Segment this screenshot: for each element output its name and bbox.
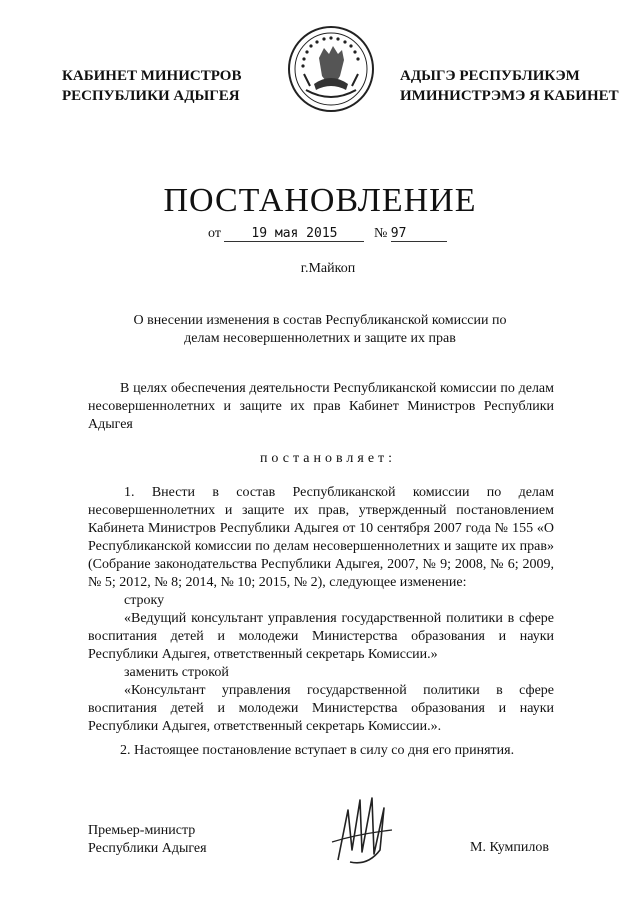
position-line1: Премьер-министр bbox=[88, 823, 196, 838]
document-subject bbox=[100, 312, 540, 348]
issuer-adyghe bbox=[400, 66, 640, 106]
item-1 bbox=[88, 484, 554, 736]
date-number-line bbox=[208, 226, 447, 242]
preamble: В целях обеспечения деятельности Республиканской комиссии по делам несовершеннолетних и защите их прав Кабинет Министров Республики Адыгея bbox=[88, 381, 554, 432]
issuer-adyghe-line1: АДЫГЭ РЕСПУБЛИКЭМ bbox=[400, 68, 580, 84]
item-1-new-text: «Консультант управления государственной политики в сфере воспитания детей и молодежи Министерства образования и науки Республики Адыгея, ответственный секретарь Комиссии.». bbox=[88, 683, 554, 734]
signatory-position bbox=[88, 822, 207, 858]
number-prefix: № bbox=[373, 226, 388, 241]
position-line2: Республики Адыгея bbox=[88, 841, 207, 856]
issuer-russian-line1: КАБИНЕТ МИНИСТРОВ bbox=[62, 68, 242, 84]
subject-line1: О внесении изменения в состав Республиканской комиссии по bbox=[133, 313, 507, 328]
item-1-row-label: строку bbox=[124, 593, 165, 608]
document-title: ПОСТАНОВЛЕНИЕ bbox=[163, 182, 477, 219]
document-date: 19 мая 2015 bbox=[224, 226, 364, 242]
item-1-text: 1. Внести в состав Республиканской комиссии по делам несовершеннолетних и защите их прав, утвержденный постановлением Кабинета Министров Республики Адыгея от 10 сентября 2007 года № 155 «О Республиканской комиссии по делам несовершеннолетних и защите их прав» (Собрание законодательства Республики Адыгея, 2007, № 9; 2008, № 6; 2009, № 5; 2012, № 8; 2014, № 10; 2015, № 2), следующее изменение: bbox=[88, 485, 554, 590]
item-1-replace-label: заменить строкой bbox=[124, 665, 229, 680]
document-number: 97 bbox=[391, 226, 447, 242]
signatory-name: М. Кумпилов bbox=[470, 840, 549, 855]
adygea-coat-of-arms-icon bbox=[286, 24, 376, 114]
issuer-russian-line2: РЕСПУБЛИКИ АДЫГЕЯ bbox=[62, 88, 240, 104]
issuer-adyghe-line2: ИМИНИСТРЭМЭ Я КАБИНЕТ bbox=[400, 88, 619, 104]
item-2: 2. Настоящее постановление вступает в силу со дня его принятия. bbox=[120, 743, 515, 758]
issuer-russian bbox=[62, 66, 262, 106]
subject-line2: делам несовершеннолетних и защите их прав bbox=[184, 331, 456, 346]
city: г.Майкоп bbox=[300, 261, 356, 276]
item-1-old-text: «Ведущий консультант управления государственной политики в сфере воспитания детей и молодежи Министерства образования и науки Республики Адыгея, ответственный секретарь Комиссии.» bbox=[88, 611, 554, 662]
handwritten-signature-icon bbox=[328, 790, 398, 870]
decree-word: постановляет: bbox=[259, 451, 397, 466]
date-prefix: от bbox=[208, 226, 221, 241]
